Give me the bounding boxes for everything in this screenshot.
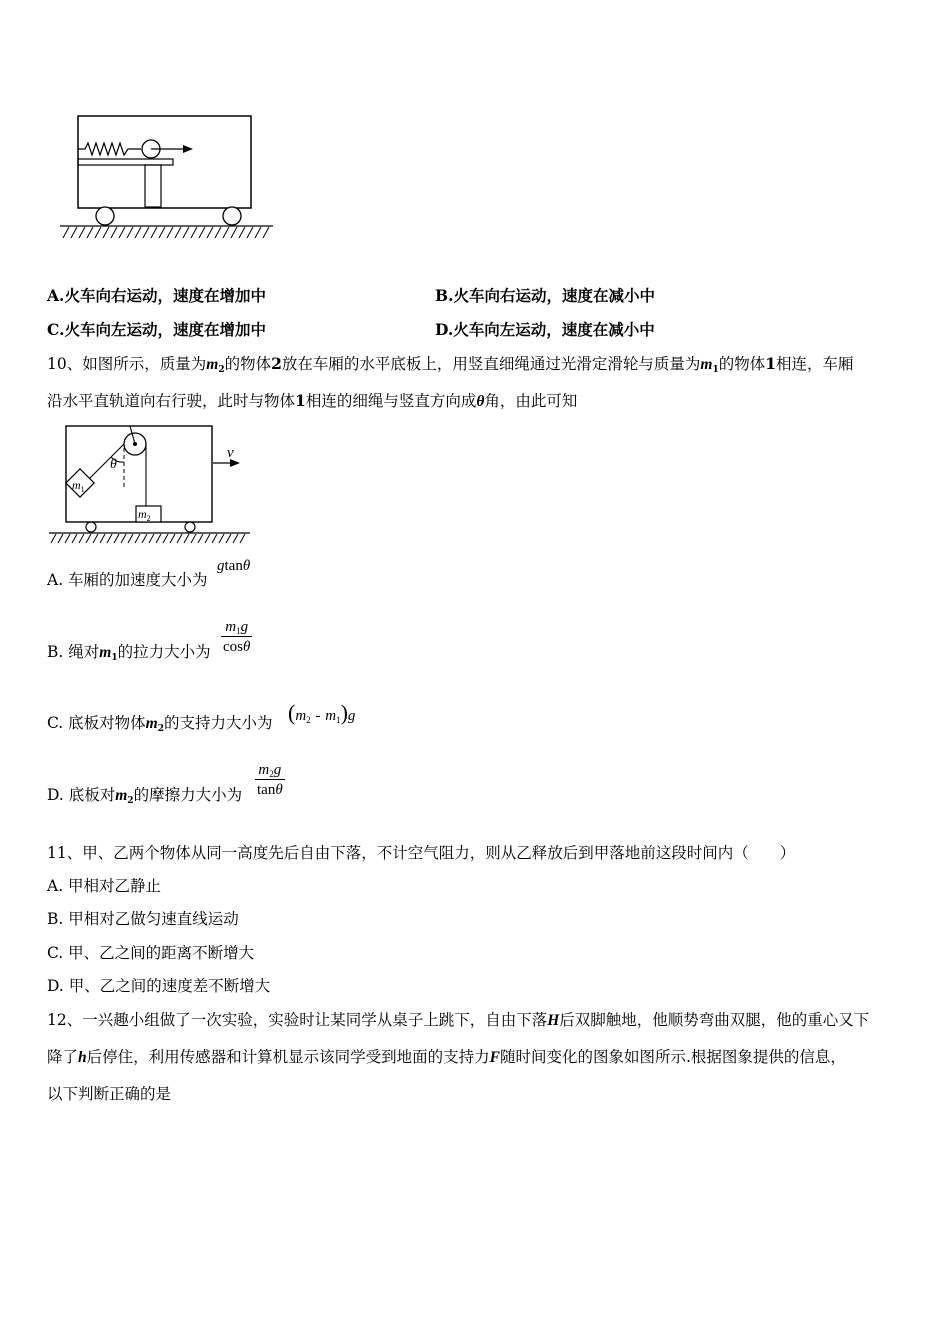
figure-train-spring bbox=[55, 112, 280, 244]
q9-option-b: B.火车向右运动，速度在减小中 bbox=[435, 286, 656, 305]
q10-option-b-fraction: $m_1g$ cosθ bbox=[223, 619, 251, 655]
q12-stem-line2: 降了h后停住，利用传感器和计算机显示该同学受到地面的支持力F随时间变化的图象如图所示.根据图象提供的信息， bbox=[47, 1048, 846, 1066]
q10-option-c-formula: $(m_2 - m_1)g$ bbox=[288, 700, 356, 725]
q11-option-d: D. 甲、乙之间的速度差不断增大 bbox=[47, 977, 271, 995]
q11-option-a: A. 甲相对乙静止 bbox=[47, 877, 162, 895]
q10-option-b: B. 绳对$m_1$的拉力大小为 bbox=[47, 643, 211, 663]
q12-stem-line1: 12、一兴趣小组做了一次实验，实验时让某同学从桌子上跳下，自由下落H后双脚触地，他顺势弯曲双腿，他的重心又下 bbox=[47, 1011, 870, 1029]
figure-m2-label: $m_2$ bbox=[138, 507, 151, 523]
q10-option-a: A. 车厢的加速度大小为 bbox=[47, 571, 208, 589]
q10-stem-line1: 10、如图所示，质量为$m_2$的物体2放在车厢的水平底板上，用竖直细绳通过光滑定滑轮与质量为$m_1$的物体1相连，车厢 bbox=[47, 354, 854, 375]
q11-option-b: B. 甲相对乙做匀速直线运动 bbox=[47, 910, 239, 928]
q10-stem-line2: 沿水平直轨道向右行驶，此时与物体1相连的细绳与竖直方向成θ角，由此可知 bbox=[47, 391, 578, 410]
q9-option-a: A.火车向右运动，速度在增加中 bbox=[47, 286, 266, 305]
q9-option-d: D.火车向左运动，速度在减小中 bbox=[435, 320, 655, 339]
q11-option-c: C. 甲、乙之间的距离不断增大 bbox=[47, 944, 255, 962]
q12-stem-line3: 以下判断正确的是 bbox=[47, 1085, 172, 1103]
q10-option-d-fraction: $m_2g$ tanθ bbox=[257, 762, 283, 798]
q10-option-c: C. 底板对物体$m_2$的支持力大小为 bbox=[47, 714, 273, 734]
figure-m1-label: $m_1$ bbox=[72, 478, 85, 494]
q10-option-d: D. 底板对$m_2$的摩擦力大小为 bbox=[47, 786, 243, 806]
figure-velocity-label: v bbox=[227, 445, 234, 461]
q10-option-a-formula: gtanθ bbox=[217, 558, 251, 574]
figure-theta-label: θ bbox=[110, 457, 117, 472]
q11-stem: 11、甲、乙两个物体从同一高度先后自由下落，不计空气阻力，则从乙释放后到甲落地前这段时间内（ ） bbox=[47, 844, 796, 862]
figure-carriage-pulley bbox=[47, 422, 252, 546]
q9-option-c: C.火车向左运动，速度在增加中 bbox=[47, 320, 266, 339]
